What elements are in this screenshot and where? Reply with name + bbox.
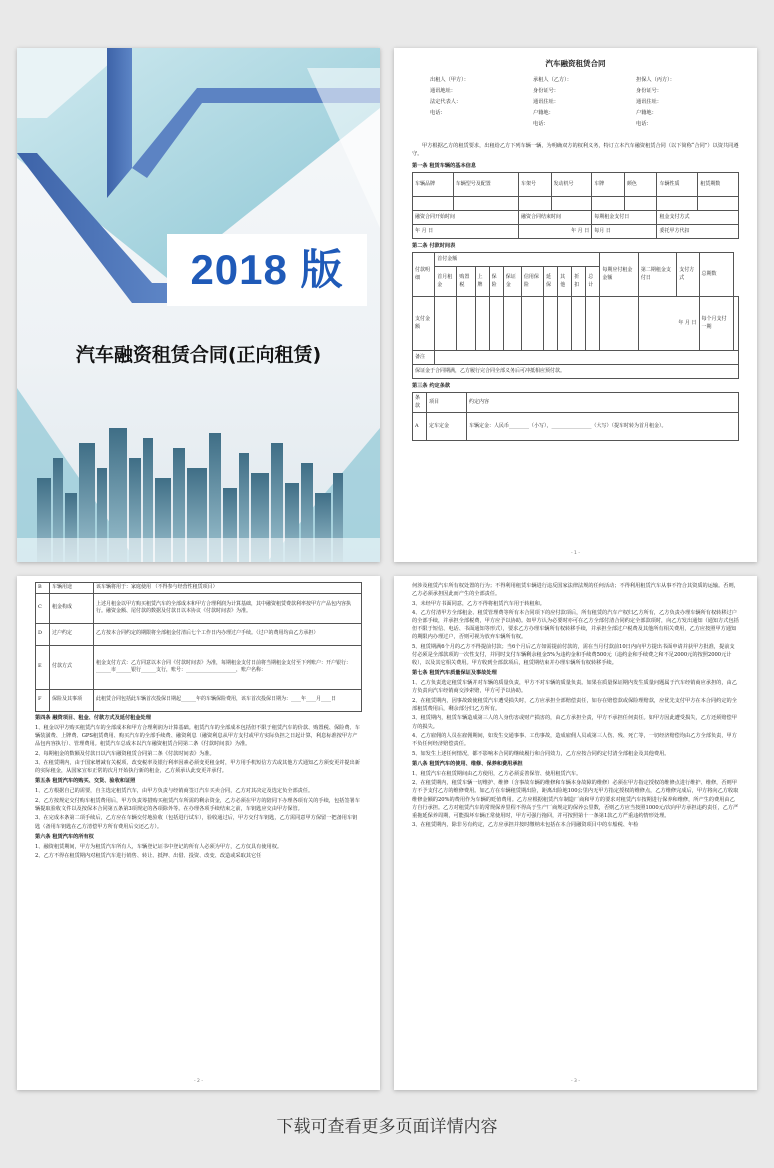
- table-cell: 购置税: [457, 267, 475, 297]
- page-number: - 1 -: [571, 551, 580, 556]
- clause-paragraph: 1、乙方根据自己的需要，自主选定租赁汽车，由甲方负责与经销商签订汽车买卖合同，乙方对其决定及选定负全部责任。: [35, 788, 314, 795]
- vehicle-info-table: [412, 172, 739, 239]
- table-row: [413, 197, 739, 211]
- clause-paragraph: 4、乙方付清甲方全部租金、租赁管理费等所有本合同项下的应付款项后，所有租赁的汽车产权归乙方所有，乙方负责办理车辆所有权转移过户的全部手续，并承担全部税费，甲方应予以协助。如甲方认为必要时亦可在乙方全部付清合同约定全部款项时，向乙方发出通知（通知方式包括但不限于短信、电话、书面通知等形式），要求乙方办理车辆所有权转移手续，并承担全部过户税费及其他所有相关费用，乙方应按照甲方通知的期限内办理过户，否则可视为放弃车辆所有权。: [412, 610, 739, 641]
- contract-page-2: [17, 576, 380, 1090]
- table-cell: 租金构成: [50, 593, 94, 623]
- party-field: 电话：: [430, 109, 446, 116]
- table-cell: C: [36, 593, 50, 623]
- table-cell: 其他: [558, 267, 572, 297]
- party-field: 通讯住址：: [636, 98, 662, 105]
- section-heading: 第五条 租赁汽车的购买、交货、验收和证照: [35, 778, 136, 785]
- table-cell: 约定内容: [467, 393, 739, 413]
- table-cell: 委托甲方代扣: [657, 225, 739, 239]
- table-cell: 该车辆将用于：家庭使用 （不得参与经营性租赁项目）: [94, 583, 362, 594]
- table-cell: 租赁期数: [698, 173, 739, 197]
- clause-paragraph: 3、在租赁期内，除非另有约定，乙方应承担并按时缴纳未包括在本合同融资项目中的车船税、年检: [412, 822, 639, 829]
- party-field: 出租人（甲方）：: [430, 76, 469, 83]
- table-cell: 保证金: [503, 267, 521, 297]
- table-cell: 支付方式: [677, 253, 699, 297]
- table-row: [36, 583, 362, 594]
- table-cell: 租金支付方式：乙方同意以本合同《付款时间表》为准，每期租金支付日前将当期租金支付至下列账户：开户银行：______市______银行______支行，账号：____________________，账户名称：: [94, 645, 362, 689]
- table-cell: 此租赁合同包括此车辆首次投保日期起______年的车辆保险费用，该车首次投保日期为：____年____月____日: [94, 689, 362, 711]
- terms-table-continued: [35, 582, 362, 712]
- table-cell: 首付金额: [435, 253, 600, 267]
- table-row: [413, 393, 739, 413]
- page-number: - 3 -: [571, 1079, 580, 1084]
- table-cell: F: [36, 689, 50, 711]
- table-cell: 年 月 日: [638, 297, 699, 351]
- table-cell: 年 月 日: [413, 225, 519, 239]
- section-heading: 第七条 租赁汽车质量保证及事故处理: [412, 670, 497, 677]
- table-cell: 过户约定: [50, 623, 94, 645]
- table-cell: B: [36, 583, 50, 594]
- table-cell: 保险: [489, 267, 503, 297]
- party-field: 户籍地：: [533, 109, 554, 116]
- contract-title: 汽车融资租赁合同: [545, 59, 606, 68]
- table-cell: 车辆用途: [50, 583, 94, 594]
- contract-intro: 甲方根据乙方的租赁要求，出租给乙方下列车辆一辆，为明确双方的权利义务，特订立本汽车融资租赁合同（以下简称“合同”）以资共同遵守。: [412, 142, 739, 157]
- table-cell: 定车定金: [427, 413, 467, 441]
- table-row: [36, 593, 362, 623]
- party-field: 电话：: [636, 120, 652, 127]
- table-row: [36, 623, 362, 645]
- table-cell: 第二期租金支付日: [638, 253, 676, 297]
- party-field: 担保人（丙方）：: [636, 76, 675, 83]
- table-cell: 信用保险: [521, 267, 543, 297]
- table-cell: 车辆型号及配置: [453, 173, 518, 197]
- clause-paragraph: 1、租赁汽车在租赁期间由乙方使用，乙方必须妥善保管、使用租赁汽车。: [412, 770, 582, 777]
- party-field: 身份证号：: [533, 87, 559, 94]
- clause-paragraph: 3、在完成本条第二项手续后，乙方应在车辆交付地验收（包括进行试车），验收通过后，甲方交付车钥匙，乙方需同意甲方保留一把备用车钥匙（备用车钥匙在乙方清偿甲方所有费用后交还乙方）。: [35, 815, 358, 830]
- clause-paragraph: 3、租赁期内，租赁车辆造成第三人的人身伤害或财产损害的，由乙方承担全责，甲方不承担任何责任。如甲方因此遭受损失，乙方还须赔偿甲方的损失。: [412, 715, 737, 730]
- table-cell: 折扣: [572, 267, 586, 297]
- section-heading: 第三条 约定条款: [412, 383, 451, 390]
- table-cell: A: [413, 413, 427, 441]
- table-cell: 总计: [586, 267, 600, 297]
- table-cell: 车辆品牌: [413, 173, 454, 197]
- table-row: [413, 297, 739, 351]
- clause-paragraph: 3、未经甲方书面同意，乙方不得将租赁汽车用于转租和。: [412, 600, 545, 607]
- table-cell: 延保: [544, 267, 558, 297]
- contract-page-1: [394, 48, 757, 562]
- table-cell: 上牌: [475, 267, 489, 297]
- clause-paragraph: 4、乙方雇佣的人员在雇佣期间，如发生交通事事、工伤事故，造成雇佣人员或第三人伤、残、死亡等，一切经济赔偿均由乙方全部负责，甲方不负任何经济赔偿责任。: [412, 733, 737, 748]
- party-field: 通讯地址：: [430, 87, 456, 94]
- clause-paragraph: 2、乙方不得在租赁期内对租赁汽车进行销售、转让、抵押、出借、投资、改变、改造或采取其它任: [35, 853, 262, 860]
- clause-paragraph: 2、在租赁期内，因事故致使租赁汽车遭受损失时，乙方应承担全部赔偿责任，如存在赔偿款或保险理赔款，应优先支付甲方在本合同约定的全部租赁费用后，剩余部分归乙方所有。: [412, 697, 737, 712]
- table-cell: 每月 日: [592, 225, 657, 239]
- download-more-caption[interactable]: 下载可查看更多页面详情内容: [276, 1117, 498, 1137]
- contract-body: [412, 582, 739, 829]
- section-heading: 第四条 融资项目、租金、付款方式及延付租金处理: [35, 714, 151, 721]
- table-cell: 每期应付租金金额: [600, 253, 638, 297]
- table-cell: 乙方按本合同约定的期限将全部租金付清后七个工作日内办理过户手续。（过户的费用均由乙方承担）: [94, 623, 362, 645]
- table-cell: 上述月租金以甲方购买租赁汽车的全部成本和甲方合理利润为计算基础，其中融资租赁费款利率按甲方产品包内容执行。融资金额、尾付款的数据及付款日以本协议《付款时间表》为准。: [94, 593, 362, 623]
- clause-paragraph: 1、乙方负责选定租赁车辆并对车辆的质量负责，甲方不对车辆的质量负责。如果在质量保证期内发生质量问题属于汽车经销商应承担的，由乙方负责向汽车经销商交涉索赔，甲方可予以协助。: [412, 680, 737, 695]
- table-cell: 备注: [413, 351, 435, 365]
- terms-table: [412, 392, 739, 441]
- table-row: [413, 413, 739, 441]
- table-cell: 保险及其事项: [50, 689, 94, 711]
- section-heading: 第六条 租赁汽车的所有权: [35, 833, 94, 840]
- table-row: [413, 351, 739, 365]
- table-cell: E: [36, 645, 50, 689]
- cover-title: 汽车融资租赁合同(正向租赁): [75, 344, 322, 366]
- table-row: [413, 253, 739, 267]
- party-field: 身份证号：: [636, 87, 662, 94]
- table-cell: 每个月支付一期: [699, 297, 733, 351]
- table-cell: 年 月 日: [518, 225, 591, 239]
- table-cell: 融资合同结束时间: [518, 211, 591, 225]
- party-field: 承租人（乙方）：: [533, 76, 572, 83]
- table-cell: 总期数: [699, 253, 733, 297]
- table-row: [413, 225, 739, 239]
- party-field: [430, 120, 533, 128]
- table-row: [36, 689, 362, 711]
- table-row: [413, 365, 739, 379]
- party-field: 户籍地：: [636, 109, 657, 116]
- clause-paragraph: 1、租金以甲方购买租赁汽车的全部成本和甲方合理利润为计算基础。租赁汽车的全部成本包括但不限于租赁汽车的价款、购置税、保险费、车辆装潢费、上牌费、GPS租赁费用、购买汽车的全部手续费、融资利息（融资利息从甲方支付或甲方实际负担之日起计算，利息标准按甲方产品包内容执行）、管理费用。租赁汽车总成本以汽车融资租赁合同第二条《付款时间表》为准。: [35, 724, 360, 747]
- section-heading: 第八条 租赁汽车的使用、维修、保养和费用承担: [412, 760, 523, 767]
- table-cell: 项目: [427, 393, 467, 413]
- party-field: 通讯住址：: [533, 98, 559, 105]
- clause-paragraph: 2、乙方按规定交付购车租赁费用后，甲方负责筹措购买租赁汽车所需的剩余资金，乙方必须在甲方的陪同下办理各项有关的手续，包括签署车辆提取验收文件以及按保本合同第五条第3项规定的各项除外等。在办理各项手续结束之前，车钥匙应交由甲方保管。: [35, 797, 360, 812]
- table-cell: 发动机号: [551, 173, 592, 197]
- clause-paragraph: 1、融资租赁期间，甲方为租赁汽车所有人，车辆登记证书中登记的所有人必须为甲方，乙方仅具有使用权。: [35, 843, 283, 850]
- table-cell: 颜色: [624, 173, 657, 197]
- table-cell: 首月租金: [435, 267, 457, 297]
- section-heading: 第一条 租赁车辆的基本信息: [412, 163, 477, 170]
- party-info: [412, 76, 739, 128]
- table-row: [413, 173, 739, 197]
- table-cell: 支付金额: [413, 297, 435, 351]
- table-row: [36, 645, 362, 689]
- table-cell: 车牌: [592, 173, 625, 197]
- page-number: - 2 -: [194, 1079, 203, 1084]
- section-heading: 第二条 付款时间表: [412, 243, 456, 250]
- table-cell: 付款明细: [413, 253, 435, 297]
- edition-year: 2018 版: [167, 234, 367, 306]
- party-field: 电话：: [533, 120, 549, 127]
- party-field: 法定代表人：: [430, 98, 462, 105]
- table-cell: 付款方式: [50, 645, 94, 689]
- table-cell: 条款: [413, 393, 427, 413]
- table-cell: 租金支付方式: [657, 211, 739, 225]
- table-cell: D: [36, 623, 50, 645]
- clause-paragraph: 5、租赁期满6个月的乙方不得提前付款；当6个月后乙方如需提前付款的，需在当月付款前10日内向甲方提出书面申请并获甲方批准，提前支付必须是全部款项的一次性支付，并同时支付车辆剩余租金5%为违约金和手续费500元（违约金和手续费之和不足2000元的按照2000元计收），以及其它相关费用。甲方收到全部款项后，租赁期结束并办理车辆所有权转移手续。: [412, 643, 735, 667]
- clause-paragraph: 2、在租赁期内，租赁车辆一切维护、维修（含事故车辆的维修和车辆本身故障的维修）必须在甲方指定授权的维修点进行维护、维修，否则甲方不予支付乙方的维修费用。如乙方在车辆租赁期出险，距离出险地100公里内无甲方指定授权的维修点，乙方维修完成后，甲方将向乙方收取维修金额的20%的费用作为车辆的贬值费用。乙方应根据租赁汽车制造厂商和甲方的要求对租赁汽车按期进行保养和维修，所产生的费用由乙方自行承担。乙方对租赁汽车的常规保养里程不得高于生产厂商规定的保养公里数，否则乙方应当按照1000元/次向甲方承担违约责任，乙方严重拖延保养周期，可能损坏车辆正常使用时，甲方可强行拖回，并可按照第十一条第1款乙方严重违约情形处理。: [412, 780, 739, 819]
- clause-paragraph: 何涉及租赁汽车所有权处置的行为；不得利用租赁车辆进行违反国家法律法规的任何活动；不得利用租赁汽车从事不符合其资质的运输。否则，乙方必须承担因此而产生的全部责任。: [412, 583, 739, 598]
- table-cell: 车辆性质: [657, 173, 698, 197]
- table-cell: 车辆定金：人民币________（小写），________________（大写）（提车时转为首月租金）。: [467, 413, 739, 441]
- table-cell: 每期租金支付日: [592, 211, 657, 225]
- clause-paragraph: 2、每期租金的数额及付款日以汽车融资租赁合同第二条《付款时间表》为准。: [35, 750, 215, 757]
- table-cell: 融资合同开始时间: [413, 211, 519, 225]
- contract-body: [35, 714, 362, 861]
- contract-page-3: [394, 576, 757, 1090]
- table-row: [413, 211, 739, 225]
- table-cell: 车架号: [518, 173, 551, 197]
- payment-schedule-table: [412, 252, 739, 379]
- clause-paragraph: 5、如发生上述任何情况，都不影响本合同的继续履行和合同效力，乙方应按合同约定付清全部租金及其他费用。: [412, 750, 670, 757]
- clause-paragraph: 3、在租赁期内，由于国家增减有关税项、改变税率及银行利率因素必须变更租金时，甲方用手机短信方式或其他方式通知乙方须变更并提出新的实际租金，从国家宣布正常的次月开始执行新的租金，乙方须承认此变更并承付。: [35, 760, 360, 775]
- cover-page: [17, 48, 380, 562]
- table-cell: 保证金于合同期满，乙方履行完合同全部义务后可冲抵相应预付款。: [413, 365, 739, 379]
